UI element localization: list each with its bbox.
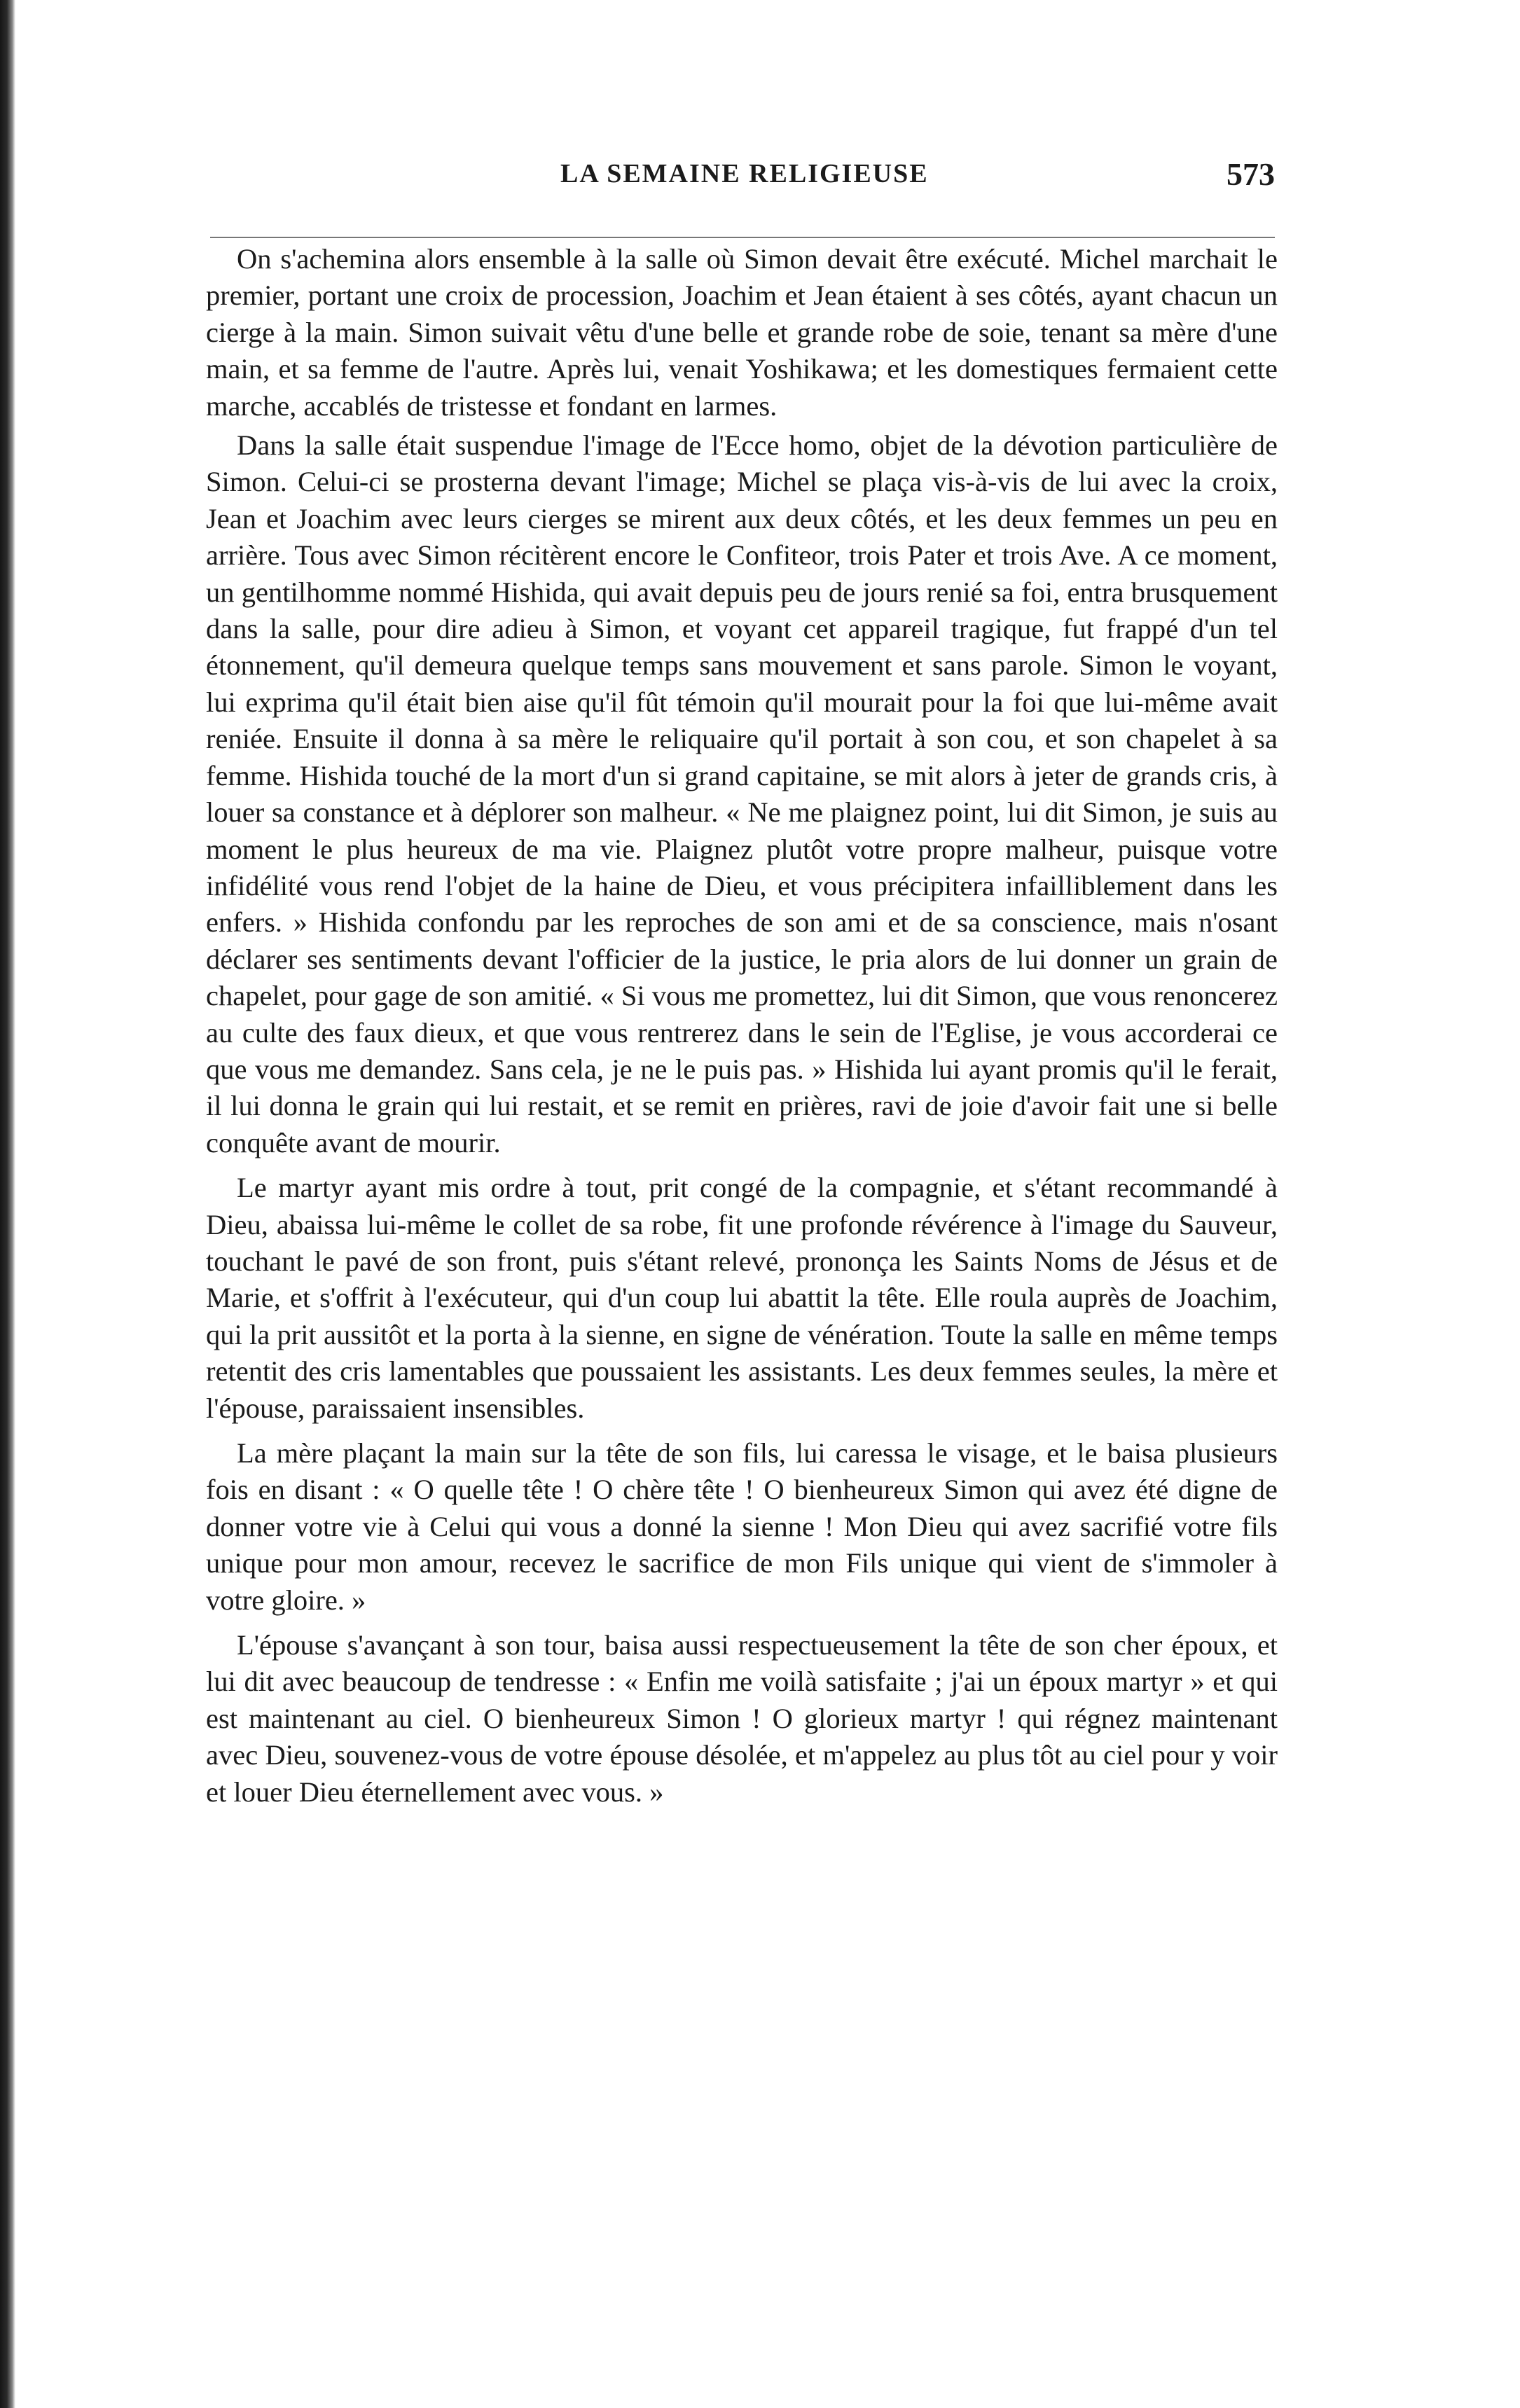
running-title: LA SEMAINE RELIGIEUSE <box>560 159 929 188</box>
page-number: 573 <box>1227 156 1275 192</box>
body-text <box>206 241 1278 1813</box>
page-header <box>210 158 1275 207</box>
header-rule <box>210 237 1275 238</box>
paragraph: L'épouse s'avançant à son tour, baisa aussi respectueusement la tête de son cher époux, et lui dit avec beaucoup de tendresse : « Enfin me voilà satisfaite ; j'ai un époux martyr » et qui est maintenant au ciel. O bienheureux Simon ! O glorieux martyr ! qui régnez maintenant avec Dieu, souvenez-vous de votre épouse désolée, et m'appelez au plus tôt au ciel pour y voir et louer Dieu éternellement avec vous. » <box>206 1629 1278 1808</box>
paragraph: La mère plaçant la main sur la tête de son fils, lui caressa le visage, et le baisa plusieurs fois en disant : « O quelle tête ! O chère tête ! O bienheureux Simon qui avez été digne de donner votre vie à Celui qui vous a donné la sienne ! Mon Dieu qui avez sacrifié votre fils unique pour mon amour, recevez le sacrifice de mon Fils unique qui vient de s'immoler à votre gloire. » <box>206 1437 1278 1616</box>
paragraph: Le martyr ayant mis ordre à tout, prit congé de la compagnie, et s'étant recommandé à Dieu, abaissa lui-même le collet de sa robe, fit une profonde révérence à l'image du Sauveur, touchant le pavé de son front, puis s'étant relevé, prononça les Saints Noms de Jésus et de Marie, et s'offrit à l'exécuteur, qui d'un coup lui abattit la tête. Elle roula auprès de Joachim, qui la prit aussitôt et la porta à la sienne, en signe de vénération. Toute la salle en même temps retentit des cris lamentables que poussaient les assistants. Les deux femmes seules, la mère et l'épouse, paraissaient insensibles. <box>206 1172 1278 1424</box>
scan-binding-edge <box>0 0 15 2408</box>
paragraph: Dans la salle était suspendue l'image de l'Ecce homo, objet de la dévotion particulière de Simon. Celui-ci se prosterna devant l'image; Michel se plaça vis-à-vis de lui avec la croix, Jean et Joachim avec leurs cierges se mirent aux deux côtés, et les deux femmes un peu en arrière. Tous avec Simon récitèrent encore le Confiteor, trois Pater et trois Ave. A ce moment, un gentilhomme nommé Hishida, qui avait depuis peu de jours renié sa foi, entra brusquement dans la salle, pour dire adieu à Simon, et voyant cet appareil tragique, fut frappé d'un tel étonnement, qu'il demeura quelque temps sans mouvement et sans parole. Simon le voyant, lui exprima qu'il était bien aise qu'il fût témoin qu'il mourait pour la foi que lui-même avait reniée. Ensuite il donna à sa mère le reliquaire qu'il portait à son cou, et son chapelet à sa femme. Hishida touché de la mort d'un si grand capitaine, se mit alors à jeter de grands cris, à louer sa constance et à déplorer son malheur. « Ne me plaignez point, lui dit Simon, je suis au moment le plus heureux de ma vie. Plaignez plutôt votre propre malheur, puisque votre infidélité vous rend l'objet de la haine de Dieu, et vous précipitera infailliblement dans les enfers. » Hishida confondu par les reproches de son ami et de sa conscience, mais n'osant déclarer ses sentiments devant l'officier de la justice, le pria alors de lui donner un grain de chapelet, pour gage de son amitié. « Si vous me promettez, lui dit Simon, que vous renoncerez au culte des faux dieux, et que vous rentrerez dans le sein de l'Eglise, je vous accorderai ce que vous me demandez. Sans cela, je ne le puis pas. » Hishida lui ayant promis qu'il le ferait, il lui donna le grain qui lui restait, et se remit en prières, ravi de joie d'avoir fait une si belle conquête avant de mourir. <box>206 429 1278 1158</box>
paragraph: On s'achemina alors ensemble à la salle où Simon devait être exécuté. Michel marchait le premier, portant une croix de procession, Joachim et Jean étaient à ses côtés, ayant chacun un cierge à la main. Simon suivait vêtu d'une belle et grande robe de soie, tenant sa mère d'une main, et sa femme de l'autre. Après lui, venait Yoshikawa; et les domestiques fermaient cette marche, accablés de tristesse et fondant en larmes. <box>206 243 1278 422</box>
